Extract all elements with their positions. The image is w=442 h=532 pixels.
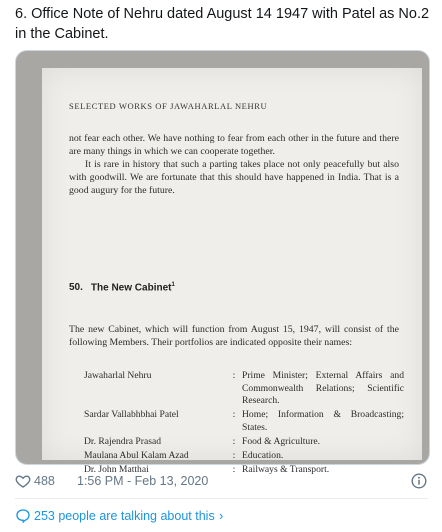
member-name: Maulana Abul Kalam Azad [84,449,189,461]
section-heading [69,282,175,293]
talking-count-label[interactable]: 253 people are talking about this [34,509,215,523]
member-separator: : [232,449,236,461]
heart-icon[interactable] [15,473,31,489]
member-row [84,436,404,450]
tweet-meta [15,473,427,489]
paragraph-3: The new Cabinet, which will function from August 15, 1947, will consist of the following Members. Their portfolios are indicated opposite their names: [69,324,399,348]
member-separator: : [232,435,236,447]
chevron-right-icon: › [219,508,224,523]
member-name: Dr. Rajendra Prasad [84,435,161,447]
member-row [84,450,404,464]
member-portfolio: Home; Information & Broadcasting; States. [242,409,404,433]
member-separator: : [232,370,236,381]
member-name: Dr. John Matthai [84,463,149,475]
member-portfolio: Railways & Transport. [242,463,330,475]
member-name: Jawaharlal Nehru [84,370,152,381]
book-page [42,68,422,475]
member-separator: : [232,463,236,475]
tweet-timestamp[interactable]: 1:56 PM - Feb 13, 2020 [77,474,209,488]
members-table [84,370,404,478]
section-number: 50. [69,282,83,294]
paragraph-2: It is rare in history that such a parting takes place not only peacefully but also with goodwill. We are fortunate that this should have happened in India. That is a good augury for the future. [69,159,399,196]
member-name: Sardar Vallabhbhai Patel [84,409,179,420]
speech-bubble-icon [15,508,31,524]
member-portfolio: Food & Agriculture. [242,435,321,447]
paragraph-1: not fear each other. We have nothing to fear from each other in the future and there are many things in which we can cooperate together. [69,133,399,157]
member-portfolio: Prime Minister; External Affairs and Commonwealth Relations; Scientific Research. [242,370,404,406]
member-portfolio: Education. [242,449,284,461]
member-row [84,370,404,409]
section-title: The New Cabinet [90,282,172,294]
member-separator: : [232,409,236,420]
section-footnote: 1 [171,282,175,288]
divider [15,498,428,499]
member-row [84,409,404,436]
like-count[interactable]: 488 [34,474,55,488]
tweet-text: 6. Office Note of Nehru dated August 14 1947 with Patel as No.2 in the Cabinet. [15,6,430,42]
info-icon[interactable] [411,473,427,489]
tweet-media-image[interactable] [15,50,430,475]
running-head: SELECTED WORKS OF JAWAHARLAL NEHRU [69,101,268,111]
